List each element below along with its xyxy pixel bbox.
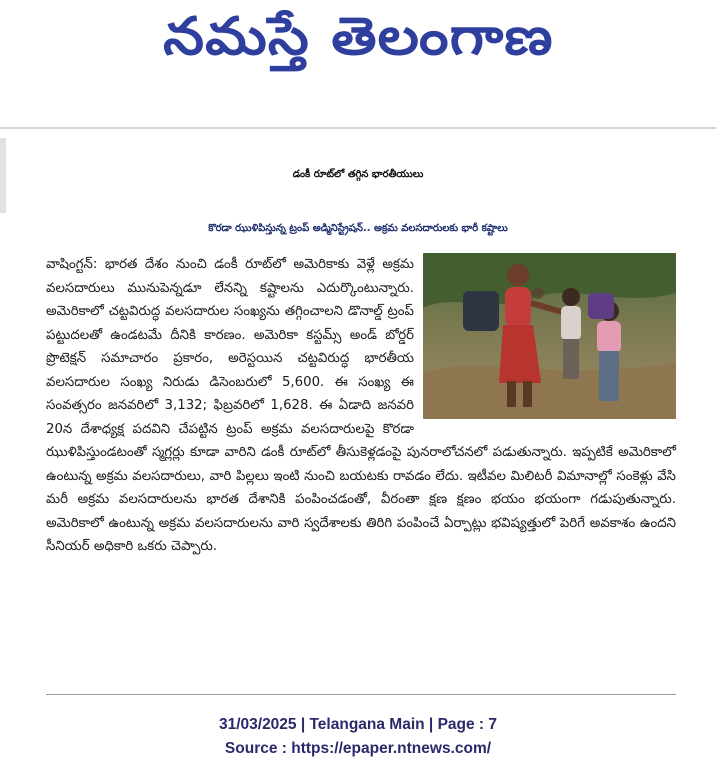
- article-headline: డంకీ రూట్‌లో తగ్గిన భారతీయులు: [292, 168, 424, 180]
- masthead: [0, 0, 716, 86]
- page-footer: [0, 713, 716, 761]
- article-body: [46, 253, 676, 683]
- article-photo: [423, 253, 676, 419]
- bottom-divider: [46, 694, 676, 695]
- article-text: వాషింగ్టన్: భారత దేశం నుంచి డంకీ రూట్‌లో అమెరికాకు వెళ్లే అక్రమ వలసదారులు మునుపెన్నడూ లేనన్ని కష్టాలను ఎదుర్కొంటున్నారు. అమెరికాలో చట్టవిరుద్ధ వలసదారుల సంఖ్యను తగ్గించాలని డొనాల్డ్ ట్రంప్ పట్టుదలతో ఉండటమే దీనికి కారణం. అమెరికా కస్టమ్స్ అండ్ బోర్డర్ ప్రొటెక్షన్ సమాచారం ప్రకారం, అరెస్టయిన చట్టవిరుద్ధ భారతీయ వలసదారుల సంఖ్య నిరుడు డిసెంబరులో 5,600. ఈ సంఖ్య ఈ సంవత్సరం జనవరిలో 3,132; ఫిబ్రవరిలో 1,628. ఈ ఏడాది జనవరి 20న దేశాధ్యక్ష పదవిని చేపట్టిన ట్రంప్ అక్రమ వలసదారులపై కొరడా ఝుళిపిస్తుండటంతో స్మగ్లర్లు కూడా వారిని డంకీ రూట్‌లో తీసుకెళ్లడంపై పునరాలోచనలో పడుతున్నారు. ఇప్పటికే అమెరికాలో ఉంటున్న అక్రమ వలసదారులు, వారి పిల్లలు ఇంటి నుంచి బయటకు రావడం లేదు. ఇటీవల మిలిటరీ విమానాల్లో సంకెళ్లు వేసి మరీ అక్రమ వలసదారులను భారత దేశానికి పంపించడంతో, వీరంతా క్షణ క్షణం భయం భయంగా గడుపుతున్నారు. అమెరికాలో ఉంటున్న అక్రమ వలసదారులను వారి స్వదేశాలకు తిరిగి పంపించే ఏర్పాట్లు భవిష్యత్తులో పెరిగే అవకాశం ఉందని సీనియర్ అధికారి ఒకరు చెప్పారు.: [46, 257, 676, 554]
- footer-source: Source : https://epaper.ntnews.com/: [224, 740, 492, 757]
- newspaper-logo-title: నమస్తే తెలంగాణ: [162, 6, 554, 67]
- top-divider: [0, 127, 716, 129]
- article-subheadline: కొరడా ఝుళిపిస్తున్న ట్రంప్ అడ్మినిస్ట్రేషన్.. అక్రమ వలసదారులకు భారీ కష్టాలు: [208, 223, 508, 235]
- footer-date-edition: 31/03/2025 | Telangana Main | Page : 7: [218, 716, 498, 733]
